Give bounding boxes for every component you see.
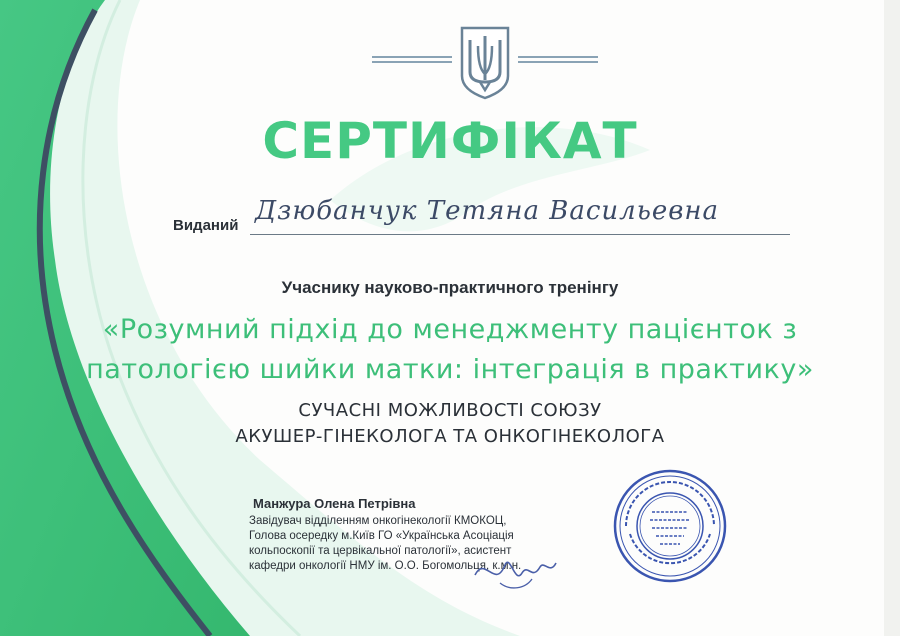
participant-text: Учаснику науково-практичного тренінгу xyxy=(281,278,619,297)
emblem-rule-right-1 xyxy=(518,56,598,58)
training-topic-line-2: патологією шийки матки: інтеграція в практику» xyxy=(86,354,814,385)
subtitle-line-2: АКУШЕР-ГІНЕКОЛОГА ТА ОНКОГІНЕКОЛОГА xyxy=(235,426,665,447)
recipient-name: Дзюбанчук Тетяна Васильевна xyxy=(255,196,720,226)
issued-label: Виданий xyxy=(173,217,239,234)
signer-position-line-3: кольпоскопії та цервікальної патології», асистент xyxy=(249,545,512,557)
signer-name: Манжура Олена Петрівна xyxy=(253,496,416,511)
official-stamp-icon xyxy=(612,468,728,584)
emblem-rule-right-2 xyxy=(518,61,598,63)
emblem-rule-left-2 xyxy=(372,61,452,63)
training-topic-line-1: «Розумний підхід до менеджменту пацієнток з xyxy=(102,314,798,345)
subtitle-line-1: СУЧАСНІ МОЖЛИВОСТІ СОЮЗУ xyxy=(298,400,602,421)
emblem-rule-left-1 xyxy=(372,56,452,58)
recipient-underline xyxy=(250,234,790,235)
signer-position-line-2: Голова осередку м.Київ ГО «Українська Асоціація xyxy=(249,530,514,542)
certificate-title: СЕРТИФІКАТ xyxy=(262,112,638,170)
signer-position-line-4: кафедри онкології НМУ ім. О.О. Богомольця, к.м.н. xyxy=(249,560,522,572)
trident-icon xyxy=(456,24,514,100)
handwritten-signature xyxy=(470,545,560,595)
signer-position-line-1: Завідувач відділенням онкогінекології КМОКОЦ, xyxy=(249,515,507,527)
